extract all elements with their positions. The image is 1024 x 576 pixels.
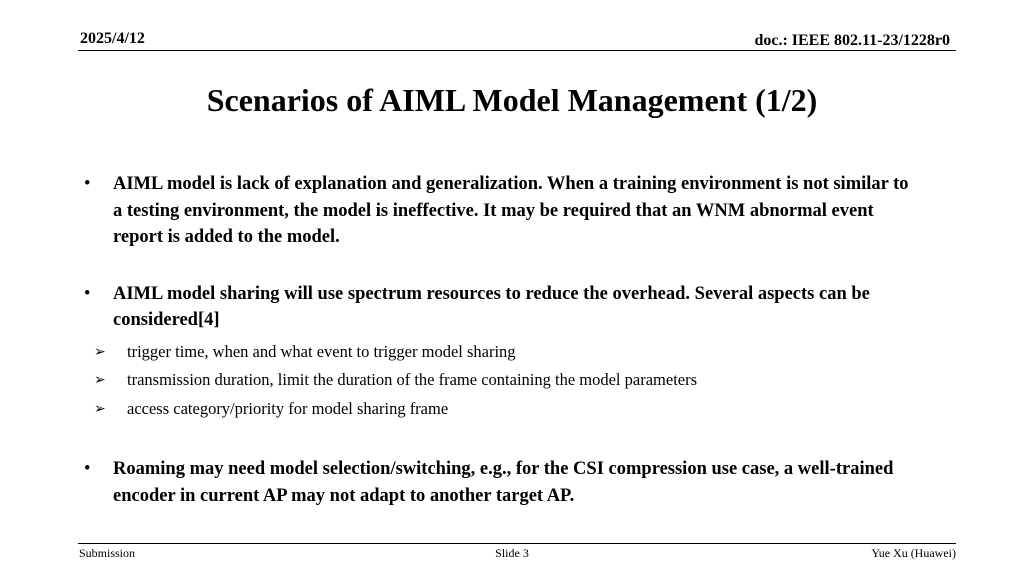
- bullet-text: AIML model is lack of explanation and generalization. When a training environment is not similar to a testing environment, the model is ineffective. It may be required that an WNM abnormal event report is added to the model.: [113, 174, 909, 247]
- arrow-bullet-icon: ➢: [94, 343, 106, 360]
- sub-bullet-text: transmission duration, limit the duration of the frame containing the model parameters: [127, 370, 698, 389]
- bullet-list: [84, 171, 954, 539]
- bullet-marker: •: [84, 174, 91, 194]
- bullet-text: Roaming may need model selection/switching, e.g., for the CSI compression use case, a well-trained encoder in current AP may not adapt to another target AP.: [113, 459, 894, 506]
- header-date: 2025/4/12: [80, 30, 145, 47]
- bullet-text: AIML model sharing will use spectrum resources to reduce the overhead. Several aspects can be considered[4]: [113, 283, 870, 330]
- footer-submission: Submission: [79, 546, 136, 560]
- footer-author: Yue Xu (Huawei): [871, 546, 956, 560]
- bullet-item: [84, 171, 913, 251]
- footer-divider: [78, 543, 956, 544]
- slide-title: Scenarios of AIML Model Management (1/2): [206, 82, 818, 118]
- footer-slide-number: Slide 3: [495, 546, 529, 560]
- bullet-marker: •: [84, 459, 91, 479]
- sub-bullet-text: access category/priority for model sharing frame: [127, 398, 449, 418]
- arrow-bullet-icon: ➢: [94, 400, 106, 417]
- sub-bullet-item: [94, 338, 958, 367]
- sub-bullet-item: [94, 366, 958, 395]
- header-divider: [78, 50, 956, 51]
- sub-bullet-list: [94, 338, 958, 424]
- sub-bullet-item: [94, 395, 958, 424]
- sub-bullet-text: trigger time, when and what event to trigger model sharing: [127, 341, 516, 361]
- bullet-item: [84, 281, 958, 424]
- header-doc-id: doc.: IEEE 802.11-23/1228r0: [754, 32, 950, 49]
- bullet-item: [84, 456, 913, 509]
- bullet-marker: •: [84, 283, 91, 304]
- arrow-bullet-icon: ➢: [94, 372, 106, 388]
